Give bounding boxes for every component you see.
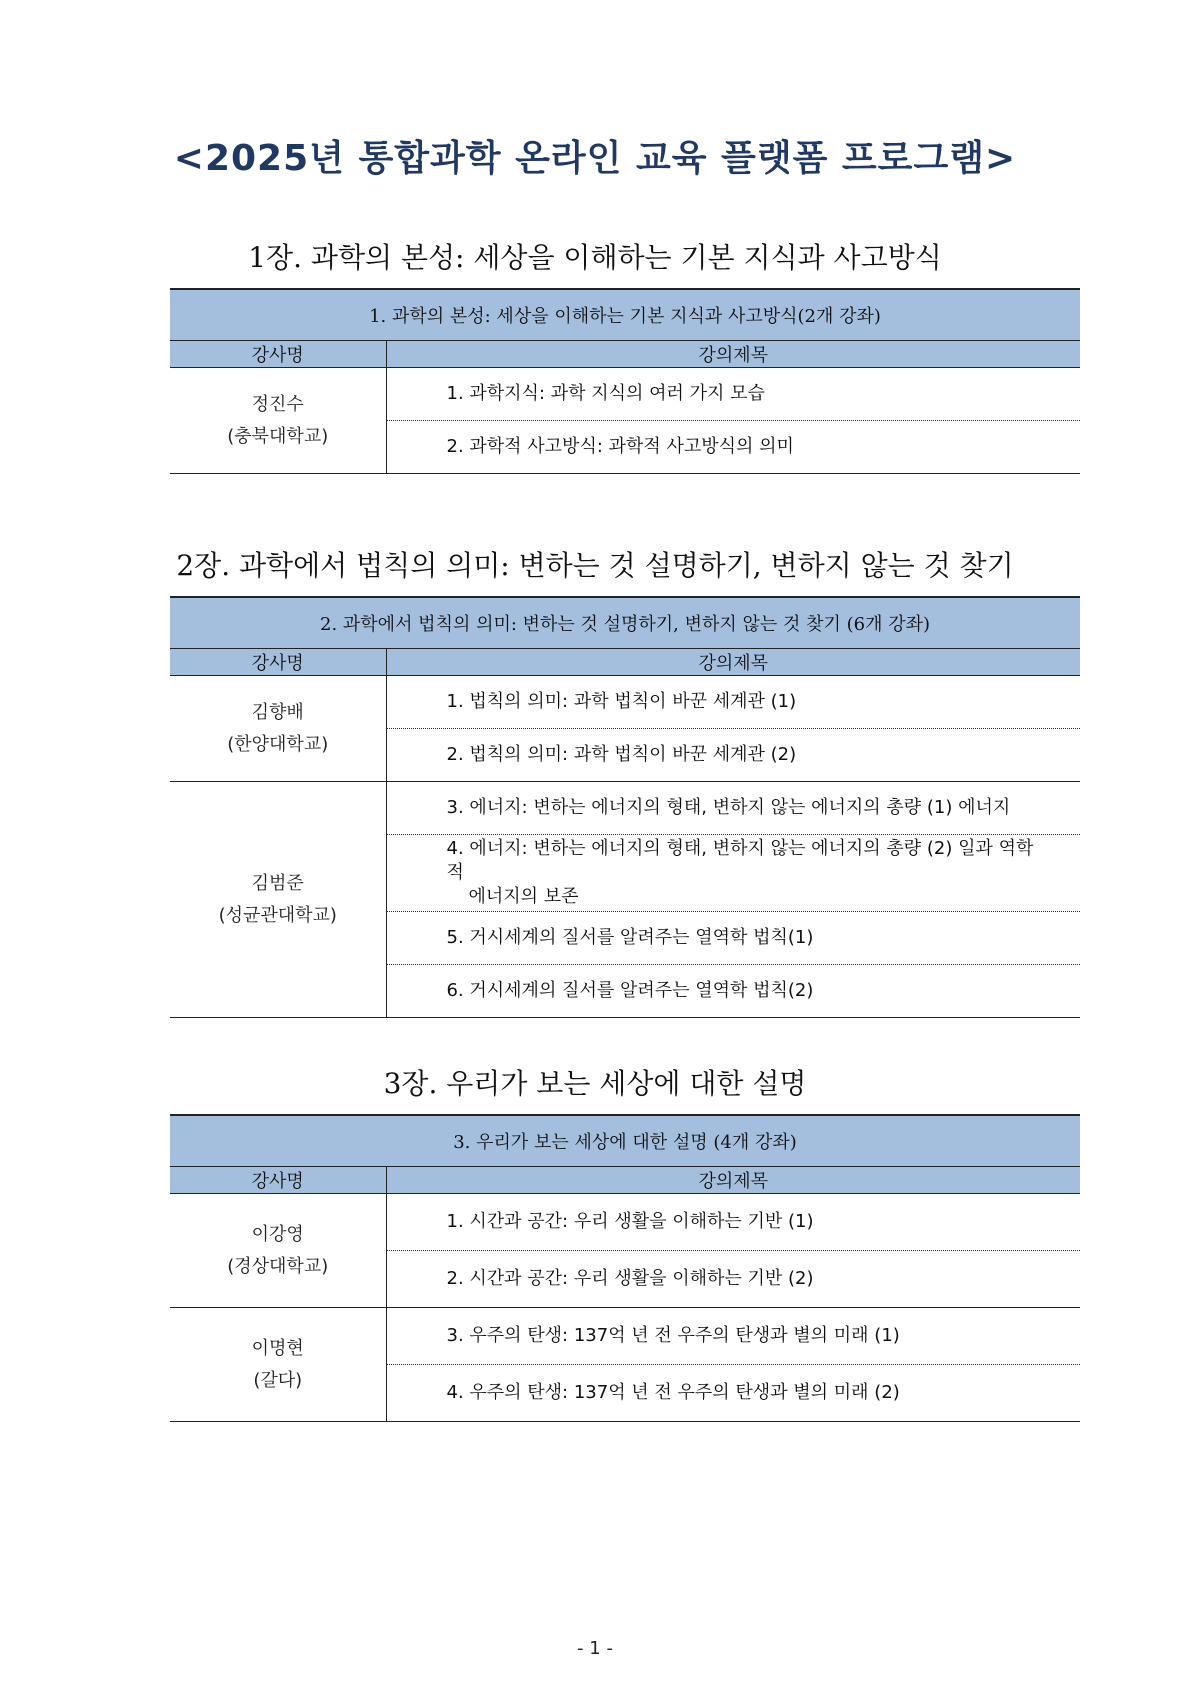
col-header-lecture: 강의제목	[386, 341, 1080, 368]
col-header-lecturer: 강사명	[170, 649, 386, 676]
lecturer-affiliation: (한양대학교)	[227, 733, 329, 755]
table-title: 2. 과학에서 법칙의 의미: 변하는 것 설명하기, 변하지 않는 것 찾기 (6개 강좌)	[170, 597, 1080, 649]
table-title: 1. 과학의 본성: 세상을 이해하는 기본 지식과 사고방식(2개 강좌)	[170, 289, 1080, 341]
lecturer-cell	[170, 1194, 386, 1308]
lecture-title: 6. 거시세계의 질서를 알려주는 열역학 법칙(2)	[386, 965, 1080, 1018]
lecturer-name: 정진수	[251, 393, 304, 415]
chapter-heading: 3장. 우리가 보는 세상에 대한 설명	[383, 1067, 807, 1100]
lecturer-name: 김범준	[251, 872, 304, 894]
lecturer-cell	[170, 1308, 386, 1422]
lecture-table-1	[170, 288, 1080, 474]
lecturer-affiliation: (경상대학교)	[227, 1255, 329, 1277]
lecturer-affiliation: (충북대학교)	[227, 425, 329, 447]
col-header-lecturer: 강사명	[170, 1167, 386, 1194]
chapter-2-heading-wrap	[0, 544, 1190, 588]
chapter-3-heading-wrap	[0, 1062, 1190, 1106]
lecture-title: 3. 에너지: 변하는 에너지의 형태, 변하지 않는 에너지의 총량 (1) 에너지	[386, 782, 1080, 835]
chapter-1-heading-wrap	[0, 236, 1190, 280]
lecture-title: 2. 과학적 사고방식: 과학적 사고방식의 의미	[386, 421, 1080, 474]
lecture-title-continued: 에너지의 보존	[468, 886, 579, 907]
lecture-title-multiline	[386, 835, 1080, 912]
chapter-heading: 2장. 과학에서 법칙의 의미: 변하는 것 설명하기, 변하지 않는 것 찾기	[176, 549, 1014, 582]
lecture-title: 2. 시간과 공간: 우리 생활을 이해하는 기반 (2)	[386, 1251, 1080, 1308]
lecture-title: 2. 법칙의 의미: 과학 법칙이 바꾼 세계관 (2)	[386, 729, 1080, 782]
lecturer-cell	[170, 782, 386, 1018]
lecturer-name: 이강영	[251, 1223, 304, 1245]
table-title: 3. 우리가 보는 세상에 대한 설명 (4개 강좌)	[170, 1115, 1080, 1167]
lecture-title: 4. 우주의 탄생: 137억 년 전 우주의 탄생과 별의 미래 (2)	[386, 1365, 1080, 1422]
lecturer-affiliation: (성균관대학교)	[218, 904, 337, 926]
col-header-lecture: 강의제목	[386, 1167, 1080, 1194]
lecturer-affiliation: (갈다)	[253, 1369, 303, 1391]
lecturer-name: 김향배	[251, 701, 304, 723]
lecture-title: 1. 시간과 공간: 우리 생활을 이해하는 기반 (1)	[386, 1194, 1080, 1251]
lecture-title: 1. 과학지식: 과학 지식의 여러 가지 모습	[386, 368, 1080, 421]
lecture-title: 3. 우주의 탄생: 137억 년 전 우주의 탄생과 별의 미래 (1)	[386, 1308, 1080, 1365]
page-number: - 1 -	[577, 1638, 613, 1659]
col-header-lecturer: 강사명	[170, 341, 386, 368]
col-header-lecture: 강의제목	[386, 649, 1080, 676]
lecture-title: 5. 거시세계의 질서를 알려주는 열역학 법칙(1)	[386, 912, 1080, 965]
chapter-heading: 1장. 과학의 본성: 세상을 이해하는 기본 지식과 사고방식	[248, 241, 942, 274]
lecture-table-3	[170, 1114, 1080, 1422]
lecture-title: 4. 에너지: 변하는 에너지의 형태, 변하지 않는 에너지의 총량 (2) 일과 역학적	[446, 838, 1034, 883]
lecture-title: 1. 법칙의 의미: 과학 법칙이 바꾼 세계관 (1)	[386, 676, 1080, 729]
lecturer-cell	[170, 368, 386, 474]
lecturer-cell	[170, 676, 386, 782]
lecture-table-2	[170, 596, 1080, 1018]
page-title: <2025년 통합과학 온라인 교육 플랫폼 프로그램>	[173, 138, 1017, 179]
lecturer-name: 이명현	[251, 1337, 304, 1359]
